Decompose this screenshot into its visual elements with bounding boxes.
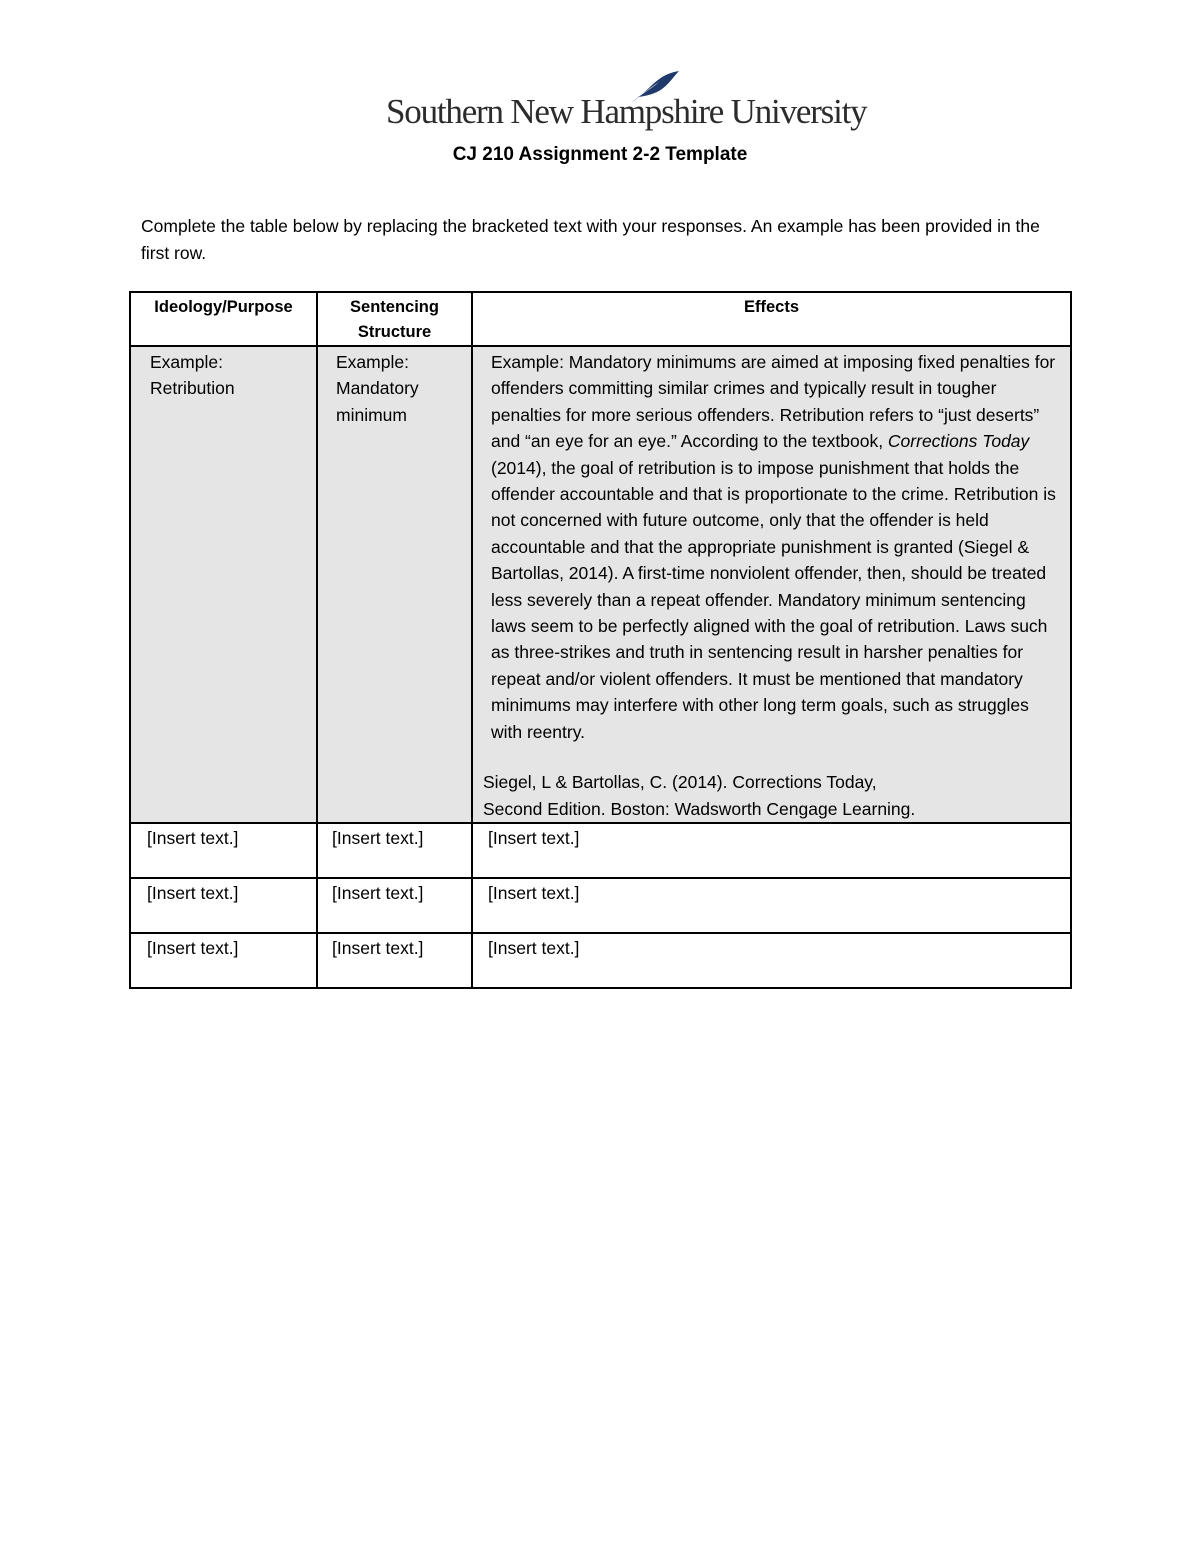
header-sentencing-line2: Structure [357, 323, 432, 341]
effects-text-part2: (2014), the goal of retribution is to impose punishment that holds the offender accountable and that is proportionate to the crime. Retribution is not concerned with future outcome, only that the offender is held accountable and that the appropriate punishment is granted (Siegel & Bartollas, 2014). A first-time nonviolent offender, then, should be treated less severely than a repeat offender. Mandatory minimum sentencing laws seem to be perfectly aligned with the goal of retribution. Laws such as three-strikes and truth in sentencing result in harsher penalties for repeat and/or violent offenders. It must be mentioned that mandatory minimums may interfere with other long term goals, such as struggles with reentry. [491, 457, 1056, 742]
example-sentencing-line1: Example: [336, 352, 409, 372]
example-sentencing-line2: Mandatory [336, 378, 419, 399]
header-ideology-label: Ideology/Purpose [154, 298, 293, 316]
header-sentencing [317, 292, 472, 346]
header-effects [472, 292, 1071, 346]
sentencing-input-cell[interactable]: [Insert text.] [317, 823, 472, 878]
sentencing-input-cell[interactable]: [Insert text.] [317, 933, 472, 988]
ideology-input-cell[interactable]: [Insert text.] [130, 878, 317, 933]
assignment-table [129, 291, 1072, 989]
logo-wordmark: Southern New Hampshire University [386, 92, 867, 131]
example-effects-paragraph [491, 349, 1058, 745]
ideology-input-cell[interactable]: [Insert text.] [130, 823, 317, 878]
page-title: CJ 210 Assignment 2-2 Template [452, 144, 748, 165]
header-ideology [130, 292, 317, 346]
example-effects-cell [472, 346, 1071, 823]
example-sentencing-line3: minimum [336, 404, 407, 425]
reference-citation [483, 769, 1058, 822]
instructions: Complete the table below by replacing the bracketed text with your responses. An example has been provided in the first row. [141, 216, 1040, 263]
header-effects-label: Effects [743, 298, 800, 316]
table-row [130, 878, 1071, 933]
sentencing-input-cell[interactable]: [Insert text.] [317, 878, 472, 933]
header-sentencing-line1: Sentencing [350, 298, 439, 316]
table-row [130, 823, 1071, 878]
effects-input-cell[interactable]: [Insert text.] [472, 823, 1071, 878]
effects-text-part1: Example: Mandatory minimums are aimed at imposing fixed penalties for offenders committing similar crimes and typically result in tougher penalties for more serious offenders. Retribution refers to “just deserts” and “an eye for an eye.” According to the textbook, [491, 352, 1056, 452]
header-row [130, 292, 1071, 346]
example-row [130, 346, 1071, 823]
reference-line1: Siegel, L & Bartollas, C. (2014). Corrections Today, [483, 772, 877, 793]
ideology-input-cell[interactable]: [Insert text.] [130, 933, 317, 988]
reference-line2: Second Edition. Boston: Wadsworth Cengage Learning. [483, 798, 916, 819]
example-ideology-line1: Example: [150, 352, 223, 372]
table-row [130, 933, 1071, 988]
example-ideology-cell [130, 346, 317, 823]
university-logo [386, 70, 867, 138]
effects-book-title: Corrections Today [887, 431, 1030, 452]
effects-input-cell[interactable]: [Insert text.] [472, 933, 1071, 988]
effects-input-cell[interactable]: [Insert text.] [472, 878, 1071, 933]
example-ideology-line2: Retribution [150, 378, 235, 399]
example-sentencing-cell [317, 346, 472, 823]
